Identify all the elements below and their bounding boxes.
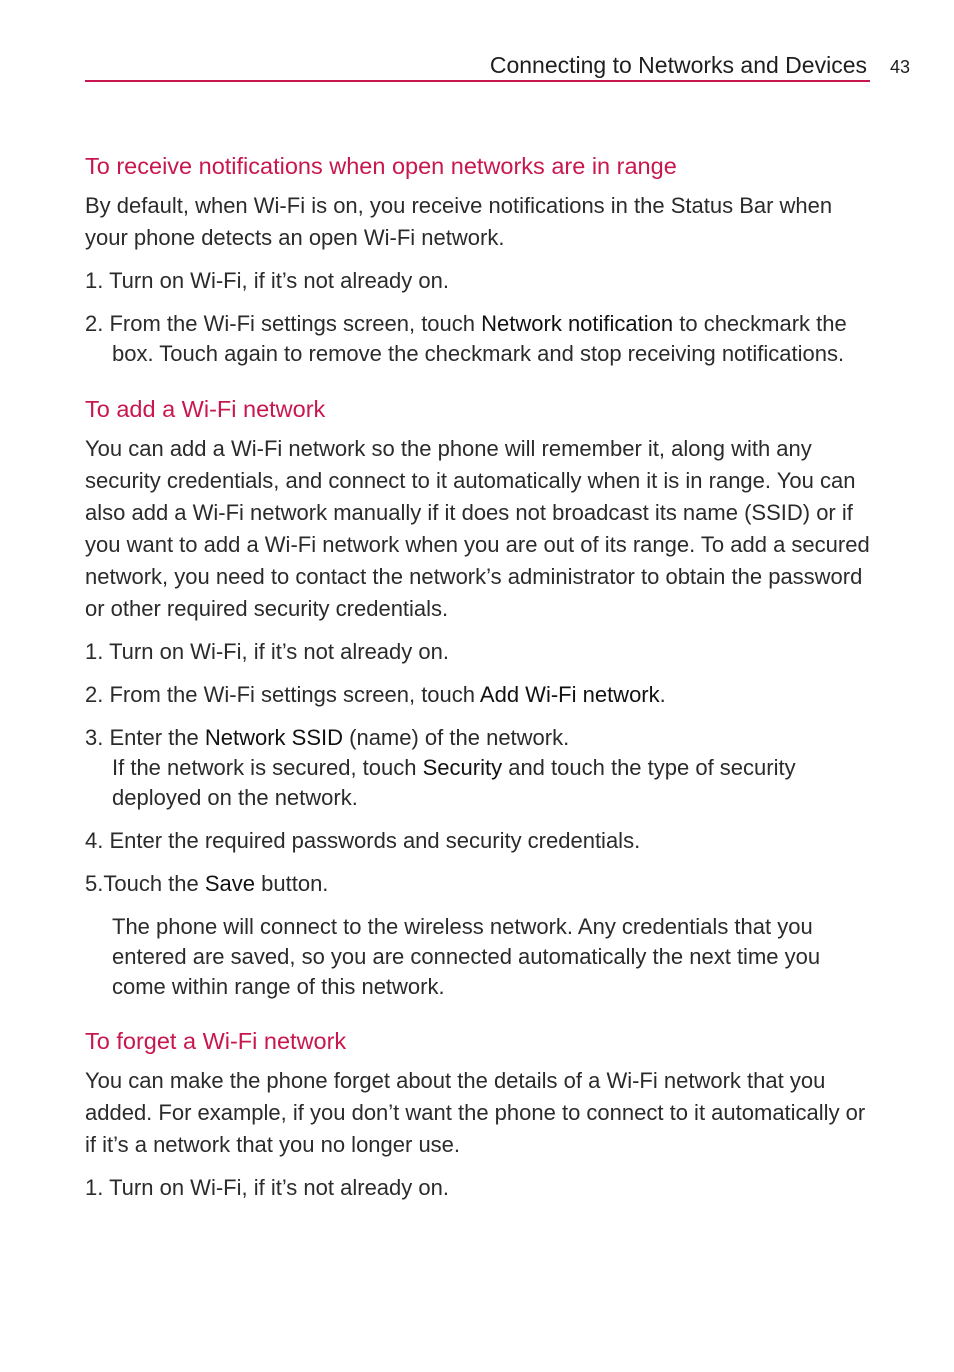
step-1: 1. Turn on Wi-Fi, if it’s not already on. [85, 1175, 449, 1200]
section-heading: To receive notifications when open networks are in range [85, 153, 677, 179]
step-1: 1. Turn on Wi-Fi, if it’s not already on. [85, 268, 449, 293]
security-keyword: Security [422, 755, 503, 780]
step-2: 2. From the Wi-Fi settings screen, touch Add Wi-Fi network. [85, 682, 666, 707]
save-keyword: Save [204, 871, 256, 896]
section-forget-wifi-network [85, 1026, 877, 1203]
step-5: 5.Touch the Save button. [85, 871, 329, 896]
page-number: 43 [890, 57, 911, 77]
page-header [85, 50, 870, 82]
step-5-result: The phone will connect to the wireless network. Any credentials that you entered are saved, so you are connected automatically the next time you come within range of this network. [112, 914, 821, 999]
section-add-wifi-network [85, 394, 877, 1002]
section-heading: To add a Wi-Fi network [85, 396, 326, 422]
step-2: 2. From the Wi-Fi settings screen, touch Network notification to checkmark the box. Touch again to remove the checkmark and stop receiving notifications. [85, 311, 847, 366]
add-wifi-network-keyword: Add Wi-Fi network [479, 682, 660, 707]
section-intro: By default, when Wi-Fi is on, you receive notifications in the Status Bar when your phone detects an open Wi-Fi network. [85, 193, 833, 250]
network-ssid-keyword: Network SSID [204, 725, 344, 750]
page-content [85, 151, 877, 1216]
network-notification-keyword: Network notification [481, 311, 674, 336]
section-intro: You can add a Wi-Fi network so the phone will remember it, along with any security credentials, and connect to it automatically when it is in range. You can also add a Wi-Fi network manually if it does not broadcast its name (SSID) or if you want to add a Wi-Fi network when you are out of its range. To add a secured network, you need to contact the network’s administrator to obtain the password or other required security credentials. [85, 436, 870, 621]
step-1: 1. Turn on Wi-Fi, if it’s not already on. [85, 639, 449, 664]
section-open-network-notifications [85, 151, 877, 369]
step-3: 3. Enter the Network SSID (name) of the network. If the network is secured, touch Security and touch the type of security deployed on the network. [85, 723, 877, 813]
section-heading: To forget a Wi-Fi network [85, 1028, 347, 1054]
step-4: 4. Enter the required passwords and security credentials. [85, 828, 641, 853]
header-title: Connecting to Networks and Devices [489, 52, 867, 78]
section-intro: You can make the phone forget about the details of a Wi-Fi network that you added. For example, if you don’t want the phone to connect to it automatically or if it’s a network that you no longer use. [85, 1068, 866, 1157]
step-3-detail: If the network is secured, touch Security and touch the type of security deployed on the network. [112, 755, 796, 810]
